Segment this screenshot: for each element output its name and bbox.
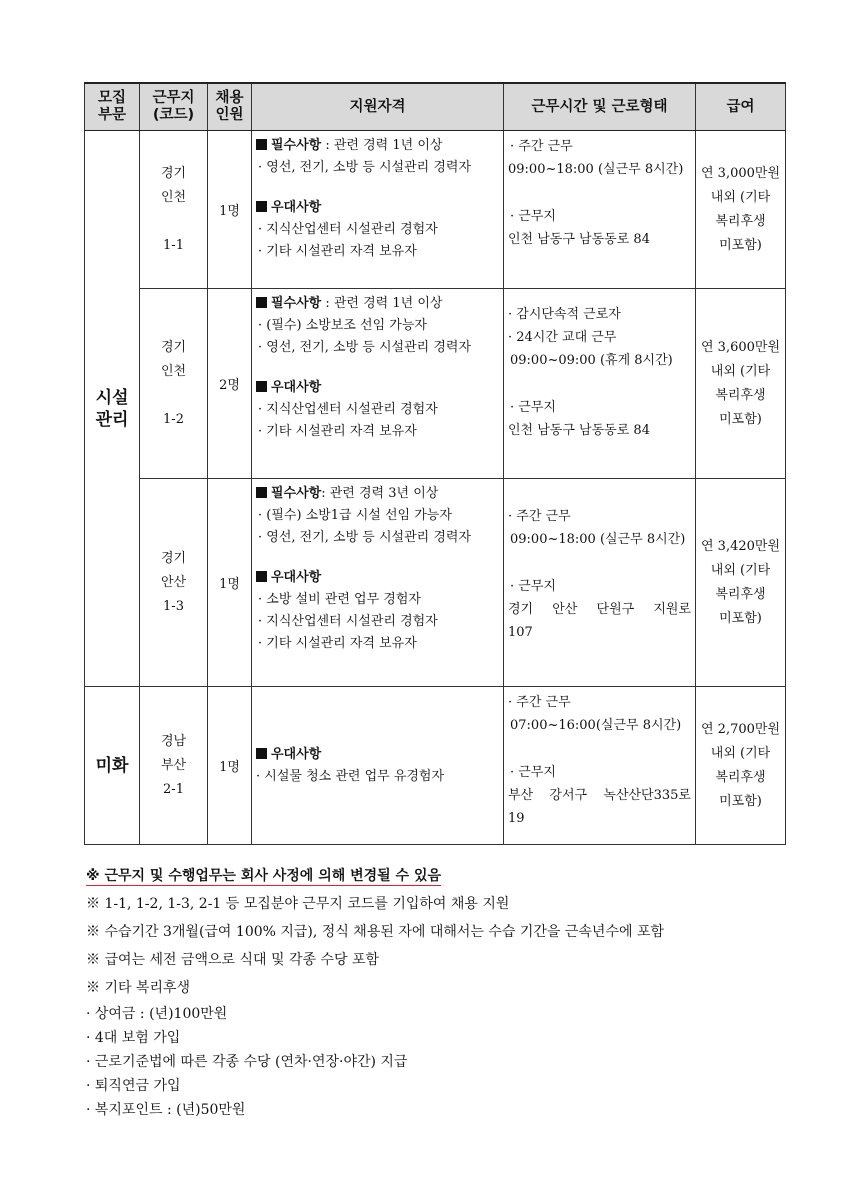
note-item: ※ 기타 복리후생	[86, 980, 191, 996]
qualification: 필수사항 : 관련 경력 1년 이상 · (필수) 소방보조 선임 가능자 · 영선, 전기, 소방 등 시설관리 경력자 우대사항 · 지식산업센터 시설관리 경험자 · 기타 시설관리 자격 보유자	[252, 289, 504, 479]
header-qualification: 지원자격	[252, 83, 504, 131]
square-bullet-icon	[256, 201, 267, 212]
square-bullet-icon	[256, 381, 267, 392]
notes-section	[86, 862, 786, 1122]
work-hours: · 주간 근무 09:00~18:00 (실근무 8시간) · 근무지 경기 안산 단원구 지원로 107	[504, 479, 696, 687]
benefit-item: · 복지포인트 : (년)50만원	[86, 1102, 246, 1118]
location-code: 경기 안산 1-3	[140, 479, 208, 687]
square-bullet-icon	[256, 571, 267, 582]
benefit-item: · 4대 보험 가입	[86, 1030, 181, 1046]
location-code: 경남 부산 2-1	[140, 687, 208, 845]
table-header-row	[85, 83, 786, 131]
qualification: 필수사항 : 관련 경력 1년 이상 · 영선, 전기, 소방 등 시설관리 경력자 우대사항 · 지식산업센터 시설관리 경험자 · 기타 시설관리 자격 보유자	[252, 131, 504, 289]
header-location: 근무지 (코드)	[140, 83, 208, 131]
headcount: 1명	[208, 479, 252, 687]
headcount: 1명	[208, 687, 252, 845]
headcount: 2명	[208, 289, 252, 479]
header-category: 모집 부문	[85, 83, 140, 131]
table-row	[85, 687, 786, 845]
note-item: ※ 1-1, 1-2, 1-3, 2-1 등 모집분야 근무지 코드를 기입하여 채용 지원	[86, 896, 510, 912]
qualification: 우대사항 · 시설물 청소 관련 업무 유경험자	[252, 687, 504, 845]
category-facility: 시설 관리	[85, 131, 140, 687]
note-change-notice: ※ 근무지 및 수행업무는 회사 사정에 의해 변경될 수 있음	[86, 868, 442, 884]
square-bullet-icon	[256, 139, 267, 150]
location-code: 경기 인천 1-1	[140, 131, 208, 289]
pay: 연 2,700만원 내외 (기타 복리후생 미포함)	[696, 687, 786, 845]
recruitment-table	[84, 82, 786, 845]
pay: 연 3,600만원 내외 (기타 복리후생 미포함)	[696, 289, 786, 479]
work-hours: · 주간 근무 07:00~16:00(실근무 8시간) · 근무지 부산 강서구 녹산산단335로 19	[504, 687, 696, 845]
note-item: ※ 급여는 세전 금액으로 식대 및 각종 수당 포함	[86, 952, 380, 968]
benefit-item: · 상여금 : (년)100만원	[86, 1006, 228, 1022]
work-hours: · 주간 근무 09:00~18:00 (실근무 8시간) · 근무지 인천 남동구 남동동로 84	[504, 131, 696, 289]
table-row	[85, 131, 786, 289]
square-bullet-icon	[256, 297, 267, 308]
square-bullet-icon	[256, 748, 267, 759]
work-hours: · 감시단속적 근로자 · 24시간 교대 근무 09:00~09:00 (휴게 8시간) · 근무지 인천 남동구 남동동로 84	[504, 289, 696, 479]
header-headcount: 채용 인원	[208, 83, 252, 131]
category-cleaning: 미화	[85, 687, 140, 845]
square-bullet-icon	[256, 487, 267, 498]
header-pay: 급여	[696, 83, 786, 131]
benefit-item: · 근로기준법에 따른 각종 수당 (연차·연장·야간) 지급	[86, 1054, 408, 1070]
pay: 연 3,000만원 내외 (기타 복리후생 미포함)	[696, 131, 786, 289]
note-item: ※ 수습기간 3개월(급여 100% 지급), 정식 채용된 자에 대해서는 수습 기간을 근속년수에 포함	[86, 924, 664, 940]
benefit-item: · 퇴직연금 가입	[86, 1078, 181, 1094]
headcount: 1명	[208, 131, 252, 289]
location-code: 경기 인천 1-2	[140, 289, 208, 479]
pay: 연 3,420만원 내외 (기타 복리후생 미포함)	[696, 479, 786, 687]
qualification: 필수사항: 관련 경력 3년 이상 · (필수) 소방1급 시설 선임 가능자 · 영선, 전기, 소방 등 시설관리 경력자 우대사항 · 소방 설비 관련 업무 경험자 · 지식산업센터 시설관리 경험자 · 기타 시설관리 자격 보유자	[252, 479, 504, 687]
table-row	[85, 289, 786, 479]
header-hours: 근무시간 및 근로형태	[504, 83, 696, 131]
table-row	[85, 479, 786, 687]
